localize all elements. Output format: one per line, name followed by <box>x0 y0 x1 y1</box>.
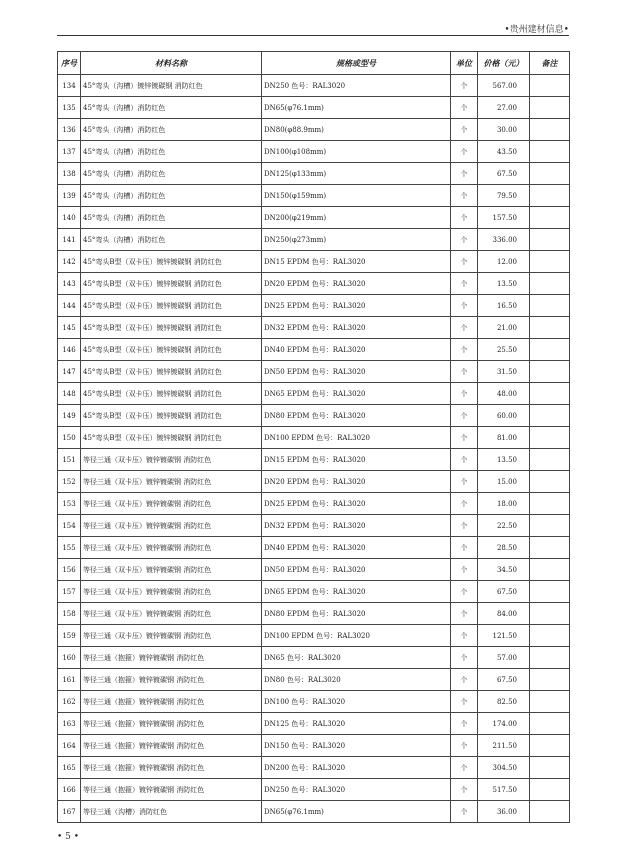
cell-seq: 147 <box>58 361 81 383</box>
table-row <box>58 515 570 537</box>
cell-unit: 个 <box>451 405 478 427</box>
cell-price: 157.50 <box>478 207 530 229</box>
cell-seq: 166 <box>58 779 81 801</box>
cell-material: 45°弯头（沟槽）消防红色 <box>81 185 262 207</box>
cell-material: 等径三通（双卡压）镀锌镀碳钢 消防红色 <box>81 515 262 537</box>
table-row <box>58 581 570 603</box>
cell-unit: 个 <box>451 295 478 317</box>
cell-unit: 个 <box>451 647 478 669</box>
cell-spec: DN200 色号：RAL3020 <box>262 757 451 779</box>
cell-material: 等径三通（沟槽）消防红色 <box>81 801 262 823</box>
cell-material: 45°弯头B型（双卡压）镀锌镀碳钢 消防红色 <box>81 251 262 273</box>
cell-remarks <box>530 207 570 229</box>
cell-remarks <box>530 603 570 625</box>
cell-spec: DN100 EPDM 色号：RAL3020 <box>262 427 451 449</box>
column-header-remarks: 备注 <box>530 52 570 75</box>
cell-seq: 146 <box>58 339 81 361</box>
cell-unit: 个 <box>451 779 478 801</box>
cell-price: 567.00 <box>478 75 530 97</box>
cell-material: 等径三通（双卡压）镀锌镀碳钢 消防红色 <box>81 493 262 515</box>
table-row <box>58 493 570 515</box>
cell-price: 84.00 <box>478 603 530 625</box>
cell-price: 43.50 <box>478 141 530 163</box>
cell-seq: 144 <box>58 295 81 317</box>
cell-spec: DN40 EPDM 色号：RAL3020 <box>262 339 451 361</box>
table-row <box>58 735 570 757</box>
cell-unit: 个 <box>451 669 478 691</box>
cell-seq: 149 <box>58 405 81 427</box>
cell-material: 45°弯头B型（双卡压）镀锌镀碳钢 消防红色 <box>81 295 262 317</box>
cell-remarks <box>530 713 570 735</box>
cell-price: 60.00 <box>478 405 530 427</box>
cell-spec: DN125(φ133mm) <box>262 163 451 185</box>
cell-spec: DN80 色号：RAL3020 <box>262 669 451 691</box>
cell-material: 45°弯头B型（双卡压）镀锌镀碳钢 消防红色 <box>81 273 262 295</box>
cell-remarks <box>530 449 570 471</box>
cell-remarks <box>530 405 570 427</box>
cell-seq: 164 <box>58 735 81 757</box>
table-row <box>58 405 570 427</box>
page-number: • 5 • <box>57 832 80 842</box>
cell-material: 45°弯头B型（双卡压）镀锌镀碳钢 消防红色 <box>81 427 262 449</box>
table-row <box>58 317 570 339</box>
table-row <box>58 185 570 207</box>
cell-price: 18.00 <box>478 493 530 515</box>
cell-material: 45°弯头（沟槽）消防红色 <box>81 97 262 119</box>
cell-material: 45°弯头（沟槽）消防红色 <box>81 163 262 185</box>
table-body <box>58 75 570 823</box>
cell-unit: 个 <box>451 581 478 603</box>
cell-material: 等径三通（双卡压）镀锌镀碳钢 消防红色 <box>81 471 262 493</box>
column-header-seq: 序号 <box>58 52 81 75</box>
cell-unit: 个 <box>451 185 478 207</box>
cell-seq: 162 <box>58 691 81 713</box>
cell-remarks <box>530 317 570 339</box>
table-row <box>58 75 570 97</box>
cell-remarks <box>530 119 570 141</box>
cell-unit: 个 <box>451 537 478 559</box>
table-row <box>58 625 570 647</box>
cell-material: 等径三通（抱箍）镀锌镀碳钢 消防红色 <box>81 735 262 757</box>
cell-remarks <box>530 427 570 449</box>
cell-spec: DN65 EPDM 色号：RAL3020 <box>262 383 451 405</box>
cell-unit: 个 <box>451 163 478 185</box>
cell-price: 15.00 <box>478 471 530 493</box>
table-row <box>58 163 570 185</box>
cell-material: 等径三通（抱箍）镀锌镀碳钢 消防红色 <box>81 669 262 691</box>
cell-price: 31.50 <box>478 361 530 383</box>
cell-remarks <box>530 757 570 779</box>
cell-remarks <box>530 735 570 757</box>
cell-unit: 个 <box>451 229 478 251</box>
cell-material: 45°弯头（沟槽）消防红色 <box>81 141 262 163</box>
cell-remarks <box>530 647 570 669</box>
cell-unit: 个 <box>451 317 478 339</box>
cell-material: 45°弯头（沟槽）镀锌镀碳钢 消防红色 <box>81 75 262 97</box>
table-row <box>58 97 570 119</box>
cell-material: 45°弯头B型（双卡压）镀锌镀碳钢 消防红色 <box>81 383 262 405</box>
table-row <box>58 361 570 383</box>
table-row <box>58 273 570 295</box>
cell-material: 等径三通（双卡压）镀锌镀碳钢 消防红色 <box>81 559 262 581</box>
cell-price: 174.00 <box>478 713 530 735</box>
cell-seq: 135 <box>58 97 81 119</box>
cell-remarks <box>530 581 570 603</box>
cell-material: 45°弯头（沟槽）消防红色 <box>81 229 262 251</box>
cell-material: 等径三通（抱箍）镀锌镀碳钢 消防红色 <box>81 647 262 669</box>
cell-price: 304.50 <box>478 757 530 779</box>
table-row <box>58 295 570 317</box>
cell-remarks <box>530 295 570 317</box>
cell-price: 13.50 <box>478 449 530 471</box>
cell-remarks <box>530 779 570 801</box>
cell-material: 等径三通（抱箍）镀锌镀碳钢 消防红色 <box>81 691 262 713</box>
cell-price: 67.50 <box>478 581 530 603</box>
cell-remarks <box>530 625 570 647</box>
cell-spec: DN250 色号：RAL3020 <box>262 75 451 97</box>
cell-remarks <box>530 75 570 97</box>
table-row <box>58 647 570 669</box>
cell-seq: 141 <box>58 229 81 251</box>
cell-unit: 个 <box>451 361 478 383</box>
cell-price: 81.00 <box>478 427 530 449</box>
cell-unit: 个 <box>451 339 478 361</box>
cell-spec: DN32 EPDM 色号：RAL3020 <box>262 317 451 339</box>
cell-price: 57.00 <box>478 647 530 669</box>
cell-remarks <box>530 361 570 383</box>
cell-price: 82.50 <box>478 691 530 713</box>
cell-price: 79.50 <box>478 185 530 207</box>
cell-seq: 161 <box>58 669 81 691</box>
cell-spec: DN100(φ108mm) <box>262 141 451 163</box>
table-row <box>58 757 570 779</box>
cell-material: 45°弯头B型（双卡压）镀锌镀碳钢 消防红色 <box>81 361 262 383</box>
cell-price: 336.00 <box>478 229 530 251</box>
table-row <box>58 559 570 581</box>
table-row <box>58 471 570 493</box>
cell-spec: DN50 EPDM 色号：RAL3020 <box>262 361 451 383</box>
cell-spec: DN40 EPDM 色号：RAL3020 <box>262 537 451 559</box>
cell-remarks <box>530 537 570 559</box>
cell-remarks <box>530 273 570 295</box>
cell-price: 25.50 <box>478 339 530 361</box>
cell-remarks <box>530 141 570 163</box>
cell-spec: DN65(φ76.1mm) <box>262 97 451 119</box>
price-table <box>57 51 570 823</box>
running-header-title: •贵州建材信息• <box>504 25 569 35</box>
cell-spec: DN65 EPDM 色号：RAL3020 <box>262 581 451 603</box>
cell-seq: 140 <box>58 207 81 229</box>
cell-seq: 155 <box>58 537 81 559</box>
cell-unit: 个 <box>451 691 478 713</box>
cell-spec: DN125 色号：RAL3020 <box>262 713 451 735</box>
cell-seq: 156 <box>58 559 81 581</box>
cell-unit: 个 <box>451 713 478 735</box>
table-row <box>58 691 570 713</box>
cell-unit: 个 <box>451 493 478 515</box>
cell-price: 13.50 <box>478 273 530 295</box>
cell-price: 34.50 <box>478 559 530 581</box>
cell-seq: 145 <box>58 317 81 339</box>
cell-spec: DN15 EPDM 色号：RAL3020 <box>262 251 451 273</box>
header-divider <box>57 35 569 36</box>
cell-unit: 个 <box>451 75 478 97</box>
table-row <box>58 119 570 141</box>
cell-material: 等径三通（双卡压）镀锌镀碳钢 消防红色 <box>81 449 262 471</box>
cell-spec: DN15 EPDM 色号：RAL3020 <box>262 449 451 471</box>
cell-spec: DN250(φ273mm) <box>262 229 451 251</box>
cell-material: 等径三通（双卡压）镀锌镀碳钢 消防红色 <box>81 625 262 647</box>
column-header-price: 价格（元） <box>478 52 530 75</box>
table-row <box>58 339 570 361</box>
cell-remarks <box>530 251 570 273</box>
cell-spec: DN150 色号：RAL3020 <box>262 735 451 757</box>
column-header-material: 材料名称 <box>81 52 262 75</box>
table-row <box>58 427 570 449</box>
cell-unit: 个 <box>451 603 478 625</box>
cell-remarks <box>530 229 570 251</box>
cell-unit: 个 <box>451 471 478 493</box>
cell-remarks <box>530 383 570 405</box>
cell-seq: 139 <box>58 185 81 207</box>
cell-material: 等径三通（双卡压）镀锌镀碳钢 消防红色 <box>81 537 262 559</box>
cell-unit: 个 <box>451 757 478 779</box>
cell-remarks <box>530 669 570 691</box>
cell-unit: 个 <box>451 449 478 471</box>
cell-price: 48.00 <box>478 383 530 405</box>
cell-spec: DN80 EPDM 色号：RAL3020 <box>262 405 451 427</box>
cell-seq: 153 <box>58 493 81 515</box>
cell-price: 21.00 <box>478 317 530 339</box>
cell-spec: DN80(φ88.9mm) <box>262 119 451 141</box>
cell-unit: 个 <box>451 383 478 405</box>
cell-material: 45°弯头B型（双卡压）镀锌镀碳钢 消防红色 <box>81 405 262 427</box>
cell-price: 36.00 <box>478 801 530 823</box>
cell-seq: 138 <box>58 163 81 185</box>
cell-unit: 个 <box>451 207 478 229</box>
cell-material: 45°弯头（沟槽）消防红色 <box>81 119 262 141</box>
cell-spec: DN32 EPDM 色号：RAL3020 <box>262 515 451 537</box>
cell-remarks <box>530 163 570 185</box>
cell-unit: 个 <box>451 559 478 581</box>
cell-seq: 163 <box>58 713 81 735</box>
cell-material: 45°弯头（沟槽）消防红色 <box>81 207 262 229</box>
cell-remarks <box>530 801 570 823</box>
cell-seq: 137 <box>58 141 81 163</box>
cell-seq: 148 <box>58 383 81 405</box>
cell-remarks <box>530 559 570 581</box>
cell-seq: 159 <box>58 625 81 647</box>
cell-unit: 个 <box>451 801 478 823</box>
cell-price: 67.50 <box>478 163 530 185</box>
table-row <box>58 779 570 801</box>
cell-price: 517.50 <box>478 779 530 801</box>
table-row <box>58 537 570 559</box>
cell-spec: DN20 EPDM 色号：RAL3020 <box>262 273 451 295</box>
cell-spec: DN25 EPDM 色号：RAL3020 <box>262 493 451 515</box>
cell-remarks <box>530 691 570 713</box>
cell-unit: 个 <box>451 97 478 119</box>
cell-unit: 个 <box>451 735 478 757</box>
cell-unit: 个 <box>451 141 478 163</box>
cell-material: 45°弯头B型（双卡压）镀锌镀碳钢 消防红色 <box>81 317 262 339</box>
cell-spec: DN200(φ219mm) <box>262 207 451 229</box>
cell-material: 等径三通（抱箍）镀锌镀碳钢 消防红色 <box>81 757 262 779</box>
cell-seq: 154 <box>58 515 81 537</box>
cell-material: 等径三通（抱箍）镀锌镀碳钢 消防红色 <box>81 779 262 801</box>
cell-unit: 个 <box>451 515 478 537</box>
cell-unit: 个 <box>451 625 478 647</box>
table-row <box>58 449 570 471</box>
table-row <box>58 603 570 625</box>
cell-material: 等径三通（双卡压）镀锌镀碳钢 消防红色 <box>81 581 262 603</box>
cell-spec: DN80 EPDM 色号：RAL3020 <box>262 603 451 625</box>
cell-seq: 151 <box>58 449 81 471</box>
cell-seq: 142 <box>58 251 81 273</box>
table-row <box>58 229 570 251</box>
table-row <box>58 669 570 691</box>
cell-unit: 个 <box>451 427 478 449</box>
table-row <box>58 801 570 823</box>
cell-price: 30.00 <box>478 119 530 141</box>
column-header-unit: 单位 <box>451 52 478 75</box>
cell-seq: 143 <box>58 273 81 295</box>
cell-spec: DN50 EPDM 色号：RAL3020 <box>262 559 451 581</box>
cell-seq: 165 <box>58 757 81 779</box>
cell-price: 12.00 <box>478 251 530 273</box>
cell-remarks <box>530 97 570 119</box>
cell-unit: 个 <box>451 251 478 273</box>
table-row <box>58 251 570 273</box>
cell-spec: DN20 EPDM 色号：RAL3020 <box>262 471 451 493</box>
cell-material: 等径三通（双卡压）镀锌镀碳钢 消防红色 <box>81 603 262 625</box>
cell-price: 211.50 <box>478 735 530 757</box>
cell-seq: 157 <box>58 581 81 603</box>
cell-remarks <box>530 185 570 207</box>
cell-spec: DN100 EPDM 色号：RAL3020 <box>262 625 451 647</box>
cell-spec: DN65(φ76.1mm) <box>262 801 451 823</box>
table-row <box>58 713 570 735</box>
cell-material: 等径三通（抱箍）镀锌镀碳钢 消防红色 <box>81 713 262 735</box>
cell-unit: 个 <box>451 273 478 295</box>
cell-seq: 167 <box>58 801 81 823</box>
cell-material: 45°弯头B型（双卡压）镀锌镀碳钢 消防红色 <box>81 339 262 361</box>
table-row <box>58 141 570 163</box>
cell-seq: 150 <box>58 427 81 449</box>
cell-seq: 158 <box>58 603 81 625</box>
cell-seq: 152 <box>58 471 81 493</box>
cell-spec: DN25 EPDM 色号：RAL3020 <box>262 295 451 317</box>
cell-remarks <box>530 339 570 361</box>
cell-remarks <box>530 471 570 493</box>
table-row <box>58 207 570 229</box>
table-row <box>58 383 570 405</box>
column-header-spec: 规格或型号 <box>262 52 451 75</box>
cell-price: 121.50 <box>478 625 530 647</box>
cell-price: 27.00 <box>478 97 530 119</box>
cell-seq: 134 <box>58 75 81 97</box>
cell-spec: DN100 色号：RAL3020 <box>262 691 451 713</box>
cell-seq: 136 <box>58 119 81 141</box>
cell-price: 16.50 <box>478 295 530 317</box>
cell-remarks <box>530 493 570 515</box>
cell-seq: 160 <box>58 647 81 669</box>
cell-spec: DN65 色号：RAL3020 <box>262 647 451 669</box>
table-header-row <box>58 52 570 75</box>
cell-unit: 个 <box>451 119 478 141</box>
cell-price: 28.50 <box>478 537 530 559</box>
cell-spec: DN250 色号：RAL3020 <box>262 779 451 801</box>
cell-price: 67.50 <box>478 669 530 691</box>
cell-spec: DN150(φ159mm) <box>262 185 451 207</box>
cell-price: 22.50 <box>478 515 530 537</box>
cell-remarks <box>530 515 570 537</box>
